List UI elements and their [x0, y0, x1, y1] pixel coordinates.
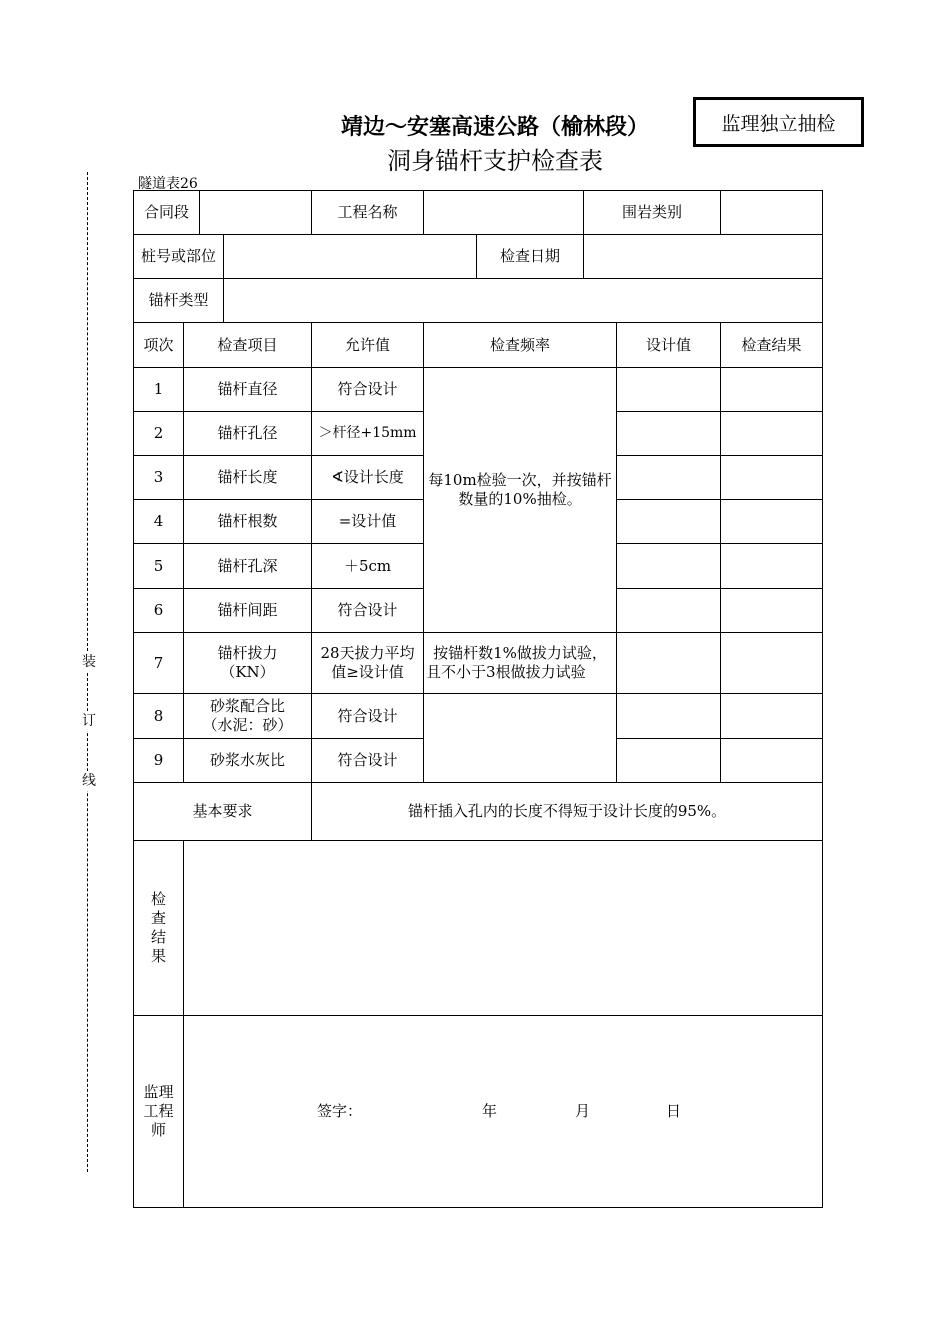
col-frequency: 检查频率	[424, 323, 617, 368]
row-result[interactable]	[721, 633, 823, 694]
result-row	[134, 841, 823, 1016]
frequency-rows-8-9	[424, 694, 617, 783]
year-label: 年	[482, 1102, 498, 1120]
form-number: 隧道表26	[138, 176, 198, 192]
binding-line	[87, 172, 88, 1172]
date-value[interactable]	[584, 235, 823, 279]
station-label: 桩号或部位	[134, 235, 224, 279]
row-design[interactable]	[617, 739, 721, 783]
inspection-table	[133, 190, 823, 1208]
contract-value[interactable]	[200, 191, 312, 235]
rock-label: 围岩类别	[584, 191, 721, 235]
rock-value[interactable]	[721, 191, 823, 235]
engineer-signature-area[interactable]	[184, 1016, 823, 1208]
row-allowed: 符合设计	[312, 589, 424, 633]
row-design[interactable]	[617, 544, 721, 589]
row-allowed: =设计值	[312, 500, 424, 544]
row-design[interactable]	[617, 694, 721, 739]
row-design[interactable]	[617, 456, 721, 500]
row-design[interactable]	[617, 633, 721, 694]
date-label: 检查日期	[477, 235, 584, 279]
row-result[interactable]	[721, 544, 823, 589]
project-label: 工程名称	[312, 191, 424, 235]
column-header-row	[134, 323, 823, 368]
row-allowed: ∢设计长度	[312, 456, 424, 500]
row-design[interactable]	[617, 500, 721, 544]
row-result[interactable]	[721, 589, 823, 633]
row-result[interactable]	[721, 694, 823, 739]
row-result[interactable]	[721, 739, 823, 783]
col-item: 检查项目	[184, 323, 312, 368]
supervision-stamp	[693, 97, 864, 147]
table-row	[134, 633, 823, 694]
row-design[interactable]	[617, 412, 721, 456]
row-no: 7	[134, 633, 184, 694]
row-result[interactable]	[721, 368, 823, 412]
row-allowed: 符合设计	[312, 368, 424, 412]
info-row-2	[134, 235, 823, 279]
bolt-type-value[interactable]	[224, 279, 823, 323]
row-allowed: 28天拔力平均值≥设计值	[312, 633, 424, 694]
row-no: 5	[134, 544, 184, 589]
contract-label: 合同段	[134, 191, 200, 235]
info-row-3	[134, 279, 823, 323]
result-label: 检查结果	[134, 841, 184, 1016]
signature-line	[186, 1102, 820, 1121]
frequency-rows-1-6: 每10m检验一次，并按锚杆数量的10%抽检。	[424, 368, 617, 633]
day-label: 日	[666, 1102, 682, 1120]
station-value[interactable]	[224, 235, 477, 279]
basic-req-text: 锚杆插入孔内的长度不得短于设计长度的95%。	[312, 783, 823, 841]
sign-label: 签字：	[317, 1102, 363, 1120]
row-result[interactable]	[721, 456, 823, 500]
engineer-row	[134, 1016, 823, 1208]
info-row-1	[134, 191, 823, 235]
row-no: 4	[134, 500, 184, 544]
row-item: 砂浆配合比（水泥：砂）	[184, 694, 312, 739]
row-item: 锚杆长度	[184, 456, 312, 500]
row-item: 锚杆间距	[184, 589, 312, 633]
engineer-label: 监理工程师	[134, 1016, 184, 1208]
frequency-row-7: 按锚杆数1%做拔力试验，且不小于3根做拔力试验	[424, 633, 617, 694]
stamp-text: 监理独立抽检	[721, 112, 836, 135]
basic-req-label: 基本要求	[134, 783, 312, 841]
row-item: 砂浆水灰比	[184, 739, 312, 783]
row-allowed: 符合设计	[312, 739, 424, 783]
row-no: 8	[134, 694, 184, 739]
row-no: 6	[134, 589, 184, 633]
row-item: 锚杆孔径	[184, 412, 312, 456]
result-area[interactable]	[184, 841, 823, 1016]
row-no: 3	[134, 456, 184, 500]
col-design: 设计值	[617, 323, 721, 368]
row-result[interactable]	[721, 412, 823, 456]
basic-requirement-row	[134, 783, 823, 841]
col-result: 检查结果	[721, 323, 823, 368]
row-item: 锚杆根数	[184, 500, 312, 544]
table-row	[134, 694, 823, 739]
title-form-name: 洞身锚杆支护检查表	[387, 147, 603, 175]
binding-char-2: 订	[82, 713, 96, 729]
row-no: 1	[134, 368, 184, 412]
row-result[interactable]	[721, 500, 823, 544]
row-no: 9	[134, 739, 184, 783]
binding-char-3: 线	[82, 773, 96, 789]
row-allowed: 符合设计	[312, 694, 424, 739]
row-item: 锚杆孔深	[184, 544, 312, 589]
table-row	[134, 368, 823, 412]
title-road-name: 靖边～安塞高速公路（榆林段）	[340, 115, 649, 140]
row-item: 锚杆直径	[184, 368, 312, 412]
project-value[interactable]	[424, 191, 584, 235]
binding-char-1: 装	[82, 654, 96, 670]
row-no: 2	[134, 412, 184, 456]
month-label: 月	[575, 1102, 591, 1120]
row-design[interactable]	[617, 589, 721, 633]
row-design[interactable]	[617, 368, 721, 412]
bolt-type-label: 锚杆类型	[134, 279, 224, 323]
col-no: 项次	[134, 323, 184, 368]
row-item: 锚杆拔力（KN）	[184, 633, 312, 694]
row-allowed: ＞杆径+15mm	[312, 412, 424, 456]
row-allowed: ＋5cm	[312, 544, 424, 589]
col-allowed: 允许值	[312, 323, 424, 368]
